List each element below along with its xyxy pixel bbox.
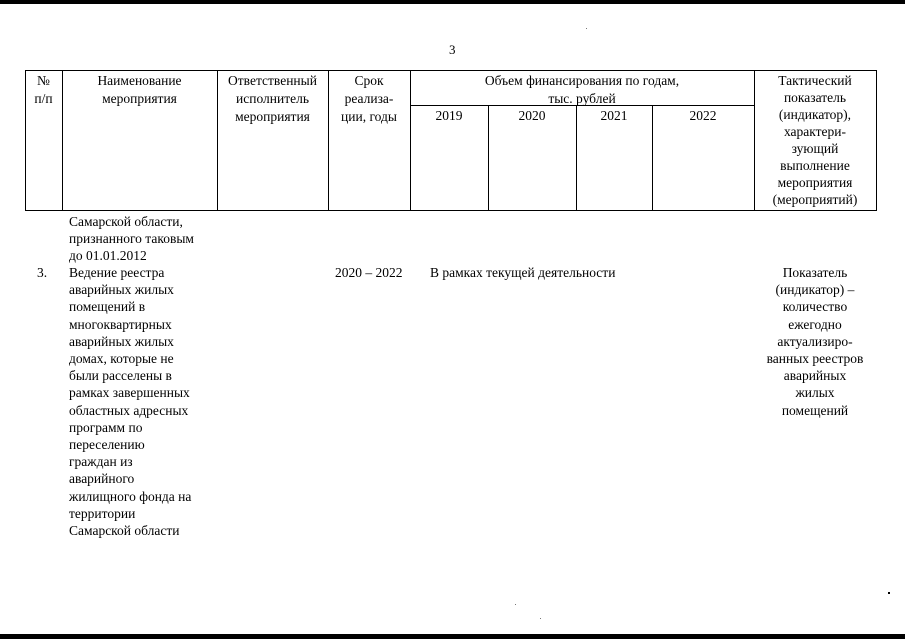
header-name-line: мероприятия — [102, 91, 177, 106]
row-indicator-line: (индикатор) – — [775, 282, 855, 298]
header-year-2022: 2022 — [689, 108, 717, 123]
row-number: 3. — [37, 265, 48, 280]
header-funding-title — [410, 72, 754, 108]
header-funding-line: Объем финансирования по годам, — [484, 73, 680, 88]
header-indicator-line: (индикатор), — [778, 107, 852, 122]
continuation-text — [69, 213, 194, 265]
row-indicator-line: Показатель — [782, 265, 848, 280]
header-year-2020: 2020 — [518, 108, 546, 123]
row-indicator-line: ванных реестров — [766, 351, 864, 367]
header-indicator-line: характери- — [783, 124, 847, 139]
header-number — [25, 72, 62, 108]
row-term: 2020 – 2022 — [335, 265, 403, 280]
row-name-line: областных адресных — [69, 402, 189, 418]
row-name-line: аварийного — [69, 471, 135, 487]
bottom-border-rule — [0, 634, 905, 639]
row-indicator-line: помещений — [781, 402, 849, 418]
header-executor-line: исполнитель — [236, 91, 309, 106]
row-name-line: жилищного фонда на — [69, 488, 192, 504]
row-name-line: граждан из — [69, 454, 133, 470]
row-name — [69, 264, 191, 539]
scan-speck — [888, 592, 890, 594]
row-name-line: программ по — [69, 419, 143, 435]
header-indicator-line: зующий — [791, 141, 839, 156]
header-indicator-line: (мероприятий) — [772, 192, 858, 207]
row-indicator-line: жилых — [795, 385, 835, 401]
row-name-line: рамках завершенных — [69, 385, 190, 401]
header-number-line: № — [37, 73, 50, 88]
page-number: 3 — [449, 42, 456, 57]
header-year-2021: 2021 — [600, 108, 628, 123]
row-name-line: домах, которые не — [69, 351, 174, 367]
row-name-line: аварийных жилых — [69, 282, 174, 298]
header-funding-line: тыс. рублей — [548, 91, 616, 106]
header-executor-line: мероприятия — [235, 109, 310, 124]
row-indicator-line: количество — [782, 299, 848, 315]
table-top-border — [25, 70, 877, 71]
scan-speck — [586, 28, 587, 29]
header-term-line: Срок — [354, 73, 384, 88]
col-border — [876, 70, 877, 211]
header-name — [62, 72, 217, 108]
scan-speck — [540, 618, 541, 619]
header-term — [328, 72, 410, 126]
row-name-line: аварийных жилых — [69, 333, 174, 349]
row-name-line: Самарской области — [69, 523, 180, 539]
continuation-line: до 01.01.2012 — [69, 248, 147, 264]
row-indicator — [754, 264, 876, 419]
table-bottom-border — [25, 210, 877, 211]
header-year-2019: 2019 — [435, 108, 463, 123]
row-name-line: Ведение реестра — [69, 265, 165, 280]
header-indicator — [754, 72, 876, 208]
continuation-line: Самарской области, — [69, 214, 183, 229]
header-indicator-line: выполнение — [780, 158, 850, 173]
row-name-line: территории — [69, 505, 136, 521]
row-funding: В рамках текущей деятельности — [430, 265, 616, 280]
header-executor-line: Ответственный — [228, 73, 317, 88]
row-indicator-line: ежегодно — [788, 316, 842, 332]
continuation-line: признанного таковым — [69, 231, 194, 247]
header-term-line: реализа- — [344, 91, 394, 106]
row-name-line: помещений в — [69, 299, 146, 315]
header-number-line: п/п — [34, 91, 53, 106]
scan-speck — [515, 604, 516, 605]
row-name-line: многоквартирных — [69, 316, 172, 332]
row-indicator-line: аварийных — [783, 368, 847, 384]
header-indicator-line: мероприятия — [777, 175, 853, 190]
header-indicator-line: показатель — [783, 90, 847, 105]
header-name-line: Наименование — [97, 73, 182, 88]
header-executor — [217, 72, 328, 126]
row-name-line: переселению — [69, 437, 145, 453]
row-indicator-line: актуализиро- — [777, 333, 853, 349]
row-name-line: были расселены в — [69, 368, 172, 384]
header-indicator-line: Тактический — [778, 73, 852, 88]
header-term-line: ции, годы — [341, 109, 397, 124]
